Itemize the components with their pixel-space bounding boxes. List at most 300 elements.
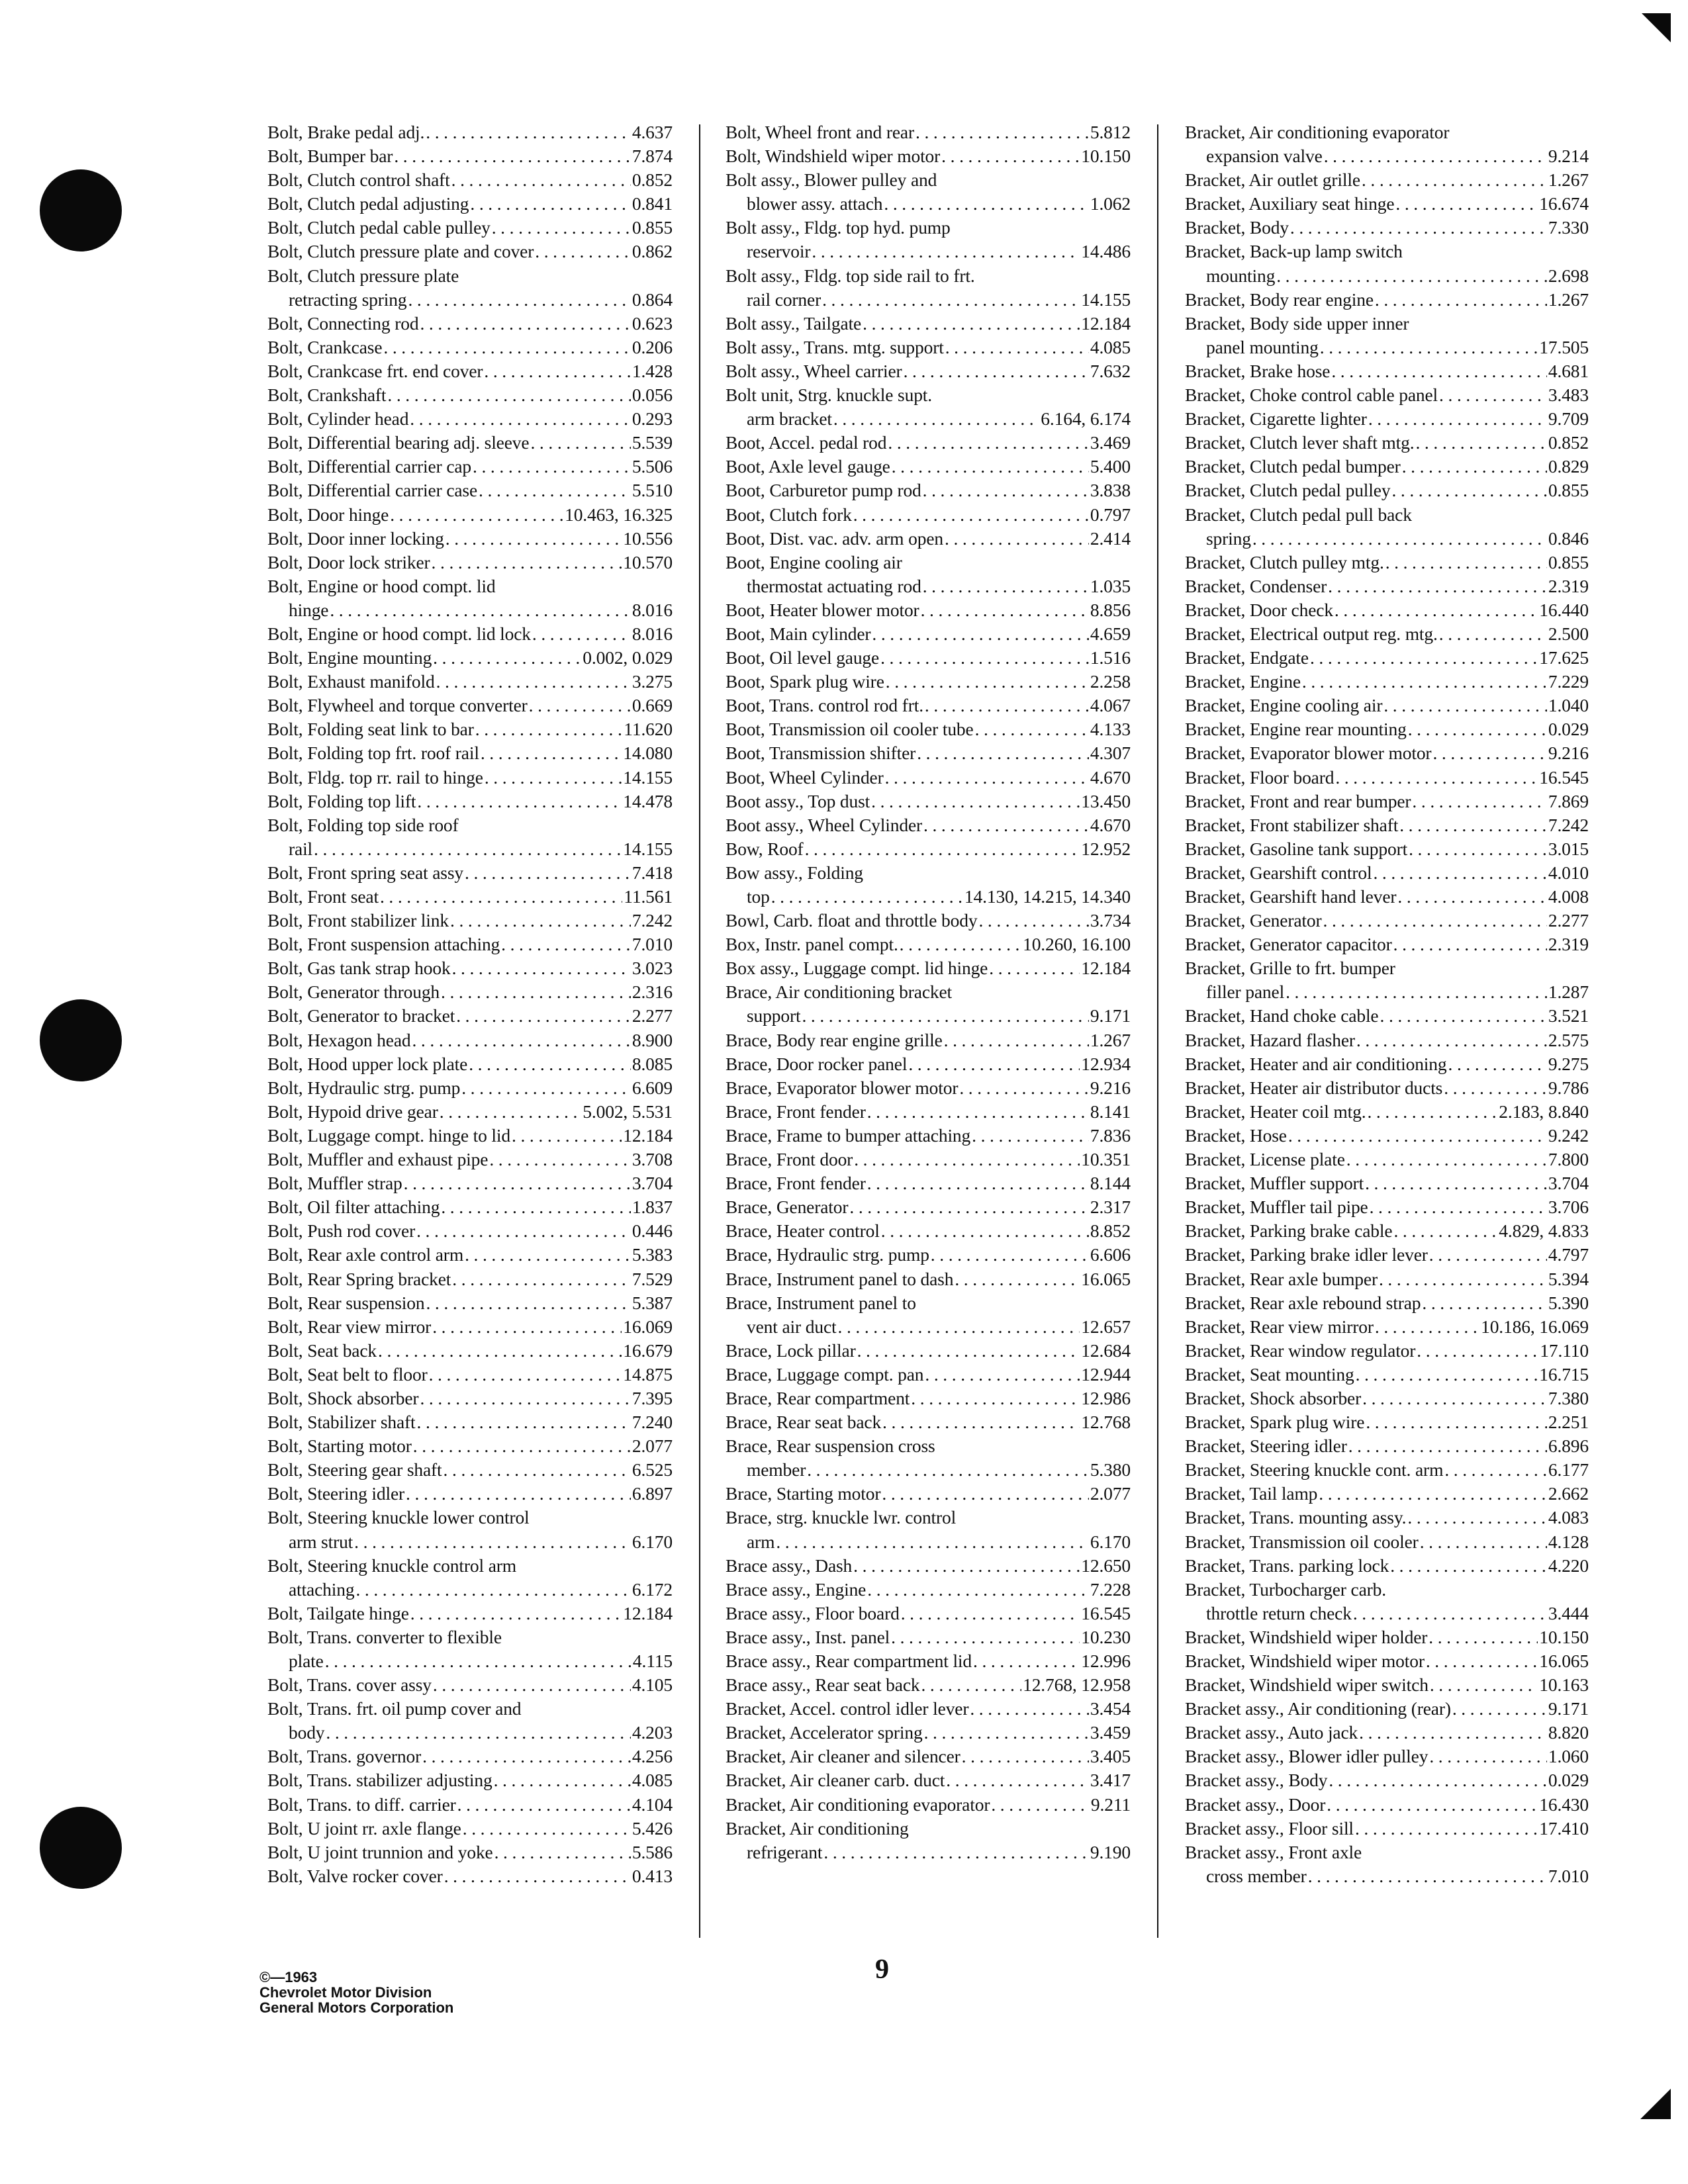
entry-row bbox=[726, 1482, 1131, 1506]
entry-row bbox=[267, 120, 673, 144]
index-entry bbox=[726, 1363, 1131, 1387]
entry-row bbox=[267, 1219, 673, 1243]
entry-row bbox=[267, 1721, 673, 1745]
entry-label: Bolt assy., Trans. mtg. support bbox=[726, 336, 944, 357]
dot-leader bbox=[1368, 407, 1547, 431]
index-entry bbox=[726, 1291, 1131, 1339]
entry-reference: 0.855 bbox=[1548, 551, 1589, 572]
dot-leader bbox=[882, 1410, 1080, 1434]
entry-row bbox=[1185, 1124, 1589, 1148]
entry-label: Bracket, Air conditioning evaporator bbox=[1185, 122, 1450, 142]
entry-label: Boot, Transmission oil cooler tube bbox=[726, 719, 974, 740]
dot-leader bbox=[494, 1768, 631, 1792]
entry-label: Bolt, Exhaust manifold bbox=[267, 671, 435, 692]
entry-reference: 4.085 bbox=[632, 1770, 673, 1791]
dot-leader bbox=[1288, 1124, 1547, 1148]
entry-reference: 1.040 bbox=[1548, 695, 1589, 716]
entry-reference: 16.065 bbox=[1081, 1268, 1131, 1289]
index-entry bbox=[726, 455, 1131, 478]
dot-leader bbox=[1375, 288, 1547, 312]
dot-leader bbox=[945, 336, 1089, 359]
entry-label: Bracket, Parking brake idler lever bbox=[1185, 1244, 1428, 1265]
entry-reference: 17.625 bbox=[1539, 647, 1589, 668]
dot-leader bbox=[481, 741, 622, 765]
entry-reference: 16.674 bbox=[1539, 193, 1589, 214]
dot-leader bbox=[326, 1721, 630, 1745]
entry-label: Boot, Transmission shifter bbox=[726, 743, 916, 764]
entry-row bbox=[267, 1745, 673, 1768]
dot-leader bbox=[461, 1076, 631, 1100]
index-entry bbox=[726, 1602, 1131, 1625]
index-entry bbox=[1185, 1052, 1589, 1076]
entry-label: Bolt assy., Wheel carrier bbox=[726, 360, 902, 381]
index-entry bbox=[726, 1387, 1131, 1410]
entry-row bbox=[1185, 527, 1589, 551]
entry-row bbox=[267, 1864, 673, 1888]
entry-row bbox=[726, 192, 1131, 216]
entry-reference: 12.657 bbox=[1081, 1316, 1131, 1337]
entry-row bbox=[1185, 1052, 1589, 1076]
entry-row bbox=[726, 1602, 1131, 1625]
entry-reference: 4.220 bbox=[1548, 1555, 1589, 1576]
index-entry bbox=[1185, 1410, 1589, 1434]
entry-row bbox=[726, 1673, 1131, 1697]
dot-leader bbox=[1417, 1339, 1538, 1363]
index-entry bbox=[267, 551, 673, 574]
entry-reference: 0.855 bbox=[1548, 480, 1589, 501]
entry-reference: 4.203 bbox=[632, 1722, 673, 1743]
entry-label: Bracket, Rear axle rebound strap bbox=[1185, 1292, 1421, 1313]
entry-label: Bolt, Clutch pedal cable pulley bbox=[267, 217, 491, 238]
index-entry bbox=[1185, 383, 1589, 407]
entry-row bbox=[726, 1148, 1131, 1171]
entry-reference: 10.163 bbox=[1539, 1674, 1589, 1696]
entry-row bbox=[267, 1028, 673, 1052]
entry-label: Bracket, License plate bbox=[1185, 1149, 1345, 1170]
entry-reference: 2.077 bbox=[1090, 1483, 1131, 1504]
index-entry bbox=[726, 790, 1131, 813]
index-entry bbox=[267, 264, 673, 312]
entry-row bbox=[267, 1148, 673, 1171]
entry-label: Bolt, Gas tank strap hook bbox=[267, 958, 451, 979]
entry-label: Bolt, Differential carrier case bbox=[267, 480, 478, 501]
dot-leader bbox=[867, 1100, 1089, 1124]
entry-row bbox=[267, 1052, 673, 1076]
index-entry bbox=[1185, 1721, 1589, 1745]
dot-leader bbox=[383, 336, 630, 359]
entry-label: Bolt, Engine or hood compt. lid lock bbox=[267, 623, 531, 644]
entry-label: Brace, Rear suspension cross bbox=[726, 1435, 935, 1457]
index-entry bbox=[726, 1076, 1131, 1100]
entry-row bbox=[1185, 980, 1589, 1004]
entry-label: Brace, Air conditioning bracket bbox=[726, 981, 953, 1003]
entry-reference: 0.852 bbox=[1548, 432, 1589, 453]
index-entry bbox=[726, 216, 1131, 263]
entry-label: Bracket, Grille to frt. bumper bbox=[1185, 958, 1395, 979]
entry-label: Bracket, Rear axle bumper bbox=[1185, 1268, 1378, 1289]
entry-row bbox=[726, 766, 1131, 790]
entry-row bbox=[726, 813, 1131, 837]
entry-label: Brace, Heater control bbox=[726, 1220, 880, 1242]
index-entry bbox=[726, 813, 1131, 837]
entry-row bbox=[726, 933, 1131, 956]
entry-label: Brace assy., Engine bbox=[726, 1578, 867, 1600]
entry-reference: 1.062 bbox=[1090, 193, 1131, 214]
entry-row bbox=[726, 1100, 1131, 1124]
entry-row bbox=[726, 359, 1131, 383]
entry-reference: 3.023 bbox=[632, 958, 673, 979]
dot-leader bbox=[944, 1028, 1089, 1052]
entry-label: Brace, Front fender bbox=[726, 1173, 866, 1194]
entry-label-continuation: mounting bbox=[1206, 265, 1276, 286]
dot-leader bbox=[1365, 1171, 1547, 1195]
entry-label: Bracket, Rear window regulator bbox=[1185, 1340, 1416, 1361]
entry-row bbox=[1185, 1219, 1589, 1243]
index-entry bbox=[267, 1841, 673, 1864]
index-entry bbox=[1185, 1339, 1589, 1363]
entry-label: Boot, Axle level gauge bbox=[726, 456, 890, 477]
entry-row bbox=[1185, 741, 1589, 765]
entry-label: Bracket, Rear view mirror bbox=[1185, 1316, 1374, 1337]
entry-label-continuation: panel mounting bbox=[1206, 336, 1319, 357]
dot-leader bbox=[972, 1124, 1089, 1148]
dot-leader bbox=[1362, 1387, 1547, 1410]
entry-reference: 0.841 bbox=[632, 193, 673, 214]
entry-reference: 3.483 bbox=[1548, 385, 1589, 406]
entry-label: Bolt, Muffler strap bbox=[267, 1173, 402, 1194]
dot-leader bbox=[451, 168, 631, 192]
dot-leader bbox=[1373, 861, 1546, 885]
entry-label: Boot, Accel. pedal rod bbox=[726, 432, 887, 453]
entry-reference: 8.856 bbox=[1090, 599, 1131, 620]
index-entry bbox=[726, 717, 1131, 741]
entry-row bbox=[267, 383, 673, 407]
entry-row bbox=[1185, 574, 1589, 598]
entry-row bbox=[726, 1028, 1131, 1052]
dot-leader bbox=[1366, 1410, 1547, 1434]
dot-leader bbox=[494, 1841, 631, 1864]
entry-reference: 14.155 bbox=[623, 766, 673, 788]
dot-leader bbox=[433, 646, 581, 670]
index-entry bbox=[726, 837, 1131, 861]
entry-reference: 10.351 bbox=[1081, 1149, 1131, 1170]
entry-label: Bolt, Trans. frt. oil pump cover and bbox=[267, 1698, 522, 1719]
index-entry bbox=[267, 1554, 673, 1602]
index-entry bbox=[267, 1124, 673, 1148]
entry-label: Bolt, Folding top frt. roof rail bbox=[267, 743, 479, 764]
entry-row bbox=[726, 1578, 1131, 1602]
entry-reference: 5.510 bbox=[632, 480, 673, 501]
entry-row bbox=[1185, 144, 1589, 168]
index-entry bbox=[726, 503, 1131, 527]
entry-row bbox=[1185, 1458, 1589, 1482]
dot-leader bbox=[314, 837, 622, 861]
entry-reference: 2.414 bbox=[1090, 527, 1131, 549]
entry-row bbox=[267, 1817, 673, 1841]
entry-label: Bolt, Door inner locking bbox=[267, 527, 444, 549]
entry-reference: 6.177 bbox=[1548, 1459, 1589, 1480]
dot-leader bbox=[452, 956, 631, 980]
dot-leader bbox=[921, 1673, 1021, 1697]
entry-row bbox=[726, 1076, 1131, 1100]
index-entry bbox=[267, 1673, 673, 1697]
dot-leader bbox=[805, 837, 1080, 861]
dot-leader bbox=[1276, 264, 1547, 288]
entry-reference: 8.900 bbox=[632, 1029, 673, 1050]
entry-label: Brace assy., Rear compartment lid bbox=[726, 1651, 972, 1671]
entry-reference: 0.864 bbox=[632, 289, 673, 310]
dot-leader bbox=[429, 1363, 622, 1387]
dot-leader bbox=[1409, 837, 1547, 861]
index-entry bbox=[1185, 1171, 1589, 1195]
entry-reference: 13.450 bbox=[1081, 790, 1131, 811]
dot-leader bbox=[1444, 1076, 1547, 1100]
entry-label: Bolt, Hexagon head bbox=[267, 1029, 411, 1050]
dot-leader bbox=[853, 503, 1089, 527]
entry-row bbox=[1185, 336, 1589, 359]
entry-reference: 4.681 bbox=[1548, 360, 1589, 381]
dot-leader bbox=[891, 1625, 1080, 1649]
entry-reference: 3.708 bbox=[632, 1149, 673, 1170]
entry-label: Brace assy., Dash bbox=[726, 1555, 853, 1576]
index-entry bbox=[1185, 1148, 1589, 1171]
index-entry bbox=[267, 407, 673, 431]
entry-label: Brace, Evaporator blower motor bbox=[726, 1077, 959, 1098]
entry-label: Brace, Luggage compt. pan bbox=[726, 1363, 924, 1385]
dot-leader bbox=[445, 527, 622, 551]
entry-row bbox=[267, 1243, 673, 1267]
dot-leader bbox=[452, 1267, 631, 1291]
entry-reference: 3.469 bbox=[1090, 432, 1131, 453]
entry-reference: 0.029 bbox=[1548, 719, 1589, 740]
entry-label-continuation: attaching bbox=[289, 1578, 355, 1600]
entry-reference: 4.105 bbox=[632, 1674, 673, 1696]
index-entry bbox=[726, 478, 1131, 502]
dot-leader bbox=[456, 1004, 631, 1028]
entry-label: Bolt, Steering knuckle lower control bbox=[267, 1507, 530, 1528]
dot-leader bbox=[450, 909, 631, 933]
dot-leader bbox=[465, 861, 631, 885]
entry-reference: 16.545 bbox=[1539, 766, 1589, 788]
entry-row bbox=[726, 503, 1131, 527]
index-entry bbox=[267, 1434, 673, 1458]
index-entry bbox=[726, 1171, 1131, 1195]
entry-label: Bracket, Body bbox=[1185, 217, 1289, 238]
entry-reference: 10.186, 16.069 bbox=[1481, 1316, 1589, 1337]
entry-label: Bracket, Endgate bbox=[1185, 647, 1309, 668]
index-entry bbox=[1185, 1434, 1589, 1458]
index-entry bbox=[267, 1195, 673, 1219]
dot-leader bbox=[420, 312, 630, 336]
entry-label: Bolt, Cylinder head bbox=[267, 408, 409, 430]
dot-leader bbox=[908, 1052, 1080, 1076]
dot-leader bbox=[838, 1315, 1080, 1339]
entry-reference: 3.838 bbox=[1090, 480, 1131, 501]
entry-row bbox=[267, 288, 673, 312]
dot-leader bbox=[941, 144, 1080, 168]
entry-row bbox=[726, 694, 1131, 717]
dot-leader bbox=[1323, 909, 1547, 933]
index-entry bbox=[726, 622, 1131, 646]
entry-reference: 4.085 bbox=[1090, 336, 1131, 357]
entry-reference: 2.698 bbox=[1548, 265, 1589, 286]
entry-label: Bolt, Clutch pressure plate and cover bbox=[267, 241, 534, 262]
index-entry bbox=[1185, 933, 1589, 956]
entry-row bbox=[1185, 1028, 1589, 1052]
entry-label: Bolt, Hood upper lock plate bbox=[267, 1053, 468, 1074]
entry-row bbox=[1185, 1721, 1589, 1745]
dot-leader bbox=[892, 455, 1089, 478]
index-entry bbox=[267, 383, 673, 407]
entry-label: Bracket assy., Body bbox=[1185, 1770, 1328, 1791]
entry-row bbox=[1185, 1100, 1589, 1124]
dot-leader bbox=[885, 766, 1089, 790]
entry-row bbox=[726, 1768, 1131, 1792]
entry-reference: 3.704 bbox=[632, 1173, 673, 1194]
entry-reference: 2.575 bbox=[1548, 1029, 1589, 1050]
entry-label: Bracket, Steering knuckle cont. arm bbox=[1185, 1459, 1444, 1480]
entry-reference: 8.085 bbox=[632, 1053, 673, 1074]
dot-leader bbox=[989, 956, 1080, 980]
entry-reference: 16.065 bbox=[1539, 1651, 1589, 1671]
entry-row bbox=[1185, 478, 1589, 502]
entry-label: Brace, Door rocker panel bbox=[726, 1053, 908, 1074]
index-entry bbox=[1185, 837, 1589, 861]
index-entry bbox=[1185, 551, 1589, 574]
index-entry bbox=[726, 741, 1131, 765]
entry-label: Bolt, Clutch pressure plate bbox=[267, 265, 459, 286]
entry-reference: 4.256 bbox=[632, 1746, 673, 1767]
index-entry bbox=[267, 1387, 673, 1410]
index-entry bbox=[726, 861, 1131, 909]
index-entry bbox=[1185, 813, 1589, 837]
dot-leader bbox=[1448, 1052, 1547, 1076]
entry-row bbox=[1185, 1410, 1589, 1434]
entry-label: Bracket assy., Door bbox=[1185, 1794, 1326, 1815]
dot-leader bbox=[1420, 1530, 1547, 1554]
entry-label: Bolt, Crankcase frt. end cover bbox=[267, 360, 483, 381]
dot-leader bbox=[410, 1602, 622, 1625]
dot-leader bbox=[1319, 1482, 1547, 1506]
index-entry bbox=[267, 741, 673, 765]
page-number: 9 bbox=[875, 1954, 889, 1985]
index-entry bbox=[726, 1148, 1131, 1171]
index-entry bbox=[726, 766, 1131, 790]
entry-label-continuation: rail bbox=[289, 838, 313, 859]
entry-row bbox=[726, 407, 1131, 431]
dot-leader bbox=[413, 1434, 631, 1458]
index-entry bbox=[267, 1052, 673, 1076]
entry-label: Bolt, Muffler and exhaust pipe bbox=[267, 1149, 489, 1170]
entry-label: Bracket, Windshield wiper switch bbox=[1185, 1674, 1429, 1696]
index-entry bbox=[1185, 574, 1589, 598]
entry-label: Bracket, Hose bbox=[1185, 1124, 1287, 1146]
entry-row bbox=[267, 503, 673, 527]
entry-reference: 6.170 bbox=[632, 1531, 673, 1552]
copyright: ©—1963 bbox=[259, 1969, 318, 1985]
dot-leader bbox=[1429, 1243, 1547, 1267]
dot-leader bbox=[441, 1195, 631, 1219]
entry-label: Boot, Oil level gauge bbox=[726, 647, 880, 668]
entry-label: Boot, Spark plug wire bbox=[726, 671, 884, 692]
index-entry bbox=[1185, 622, 1589, 646]
entry-row bbox=[267, 359, 673, 383]
index-entry bbox=[726, 1625, 1131, 1649]
entry-label: Bolt, Front spring seat assy bbox=[267, 862, 464, 883]
entry-row bbox=[267, 240, 673, 263]
entry-label: Bracket, Hand choke cable bbox=[1185, 1005, 1379, 1026]
entry-label: Bracket, Heater air distributor ducts bbox=[1185, 1077, 1443, 1098]
index-entry bbox=[726, 1721, 1131, 1745]
entry-reference: 6.172 bbox=[632, 1578, 673, 1600]
entry-label: Brace, Rear compartment bbox=[726, 1387, 910, 1408]
entry-row bbox=[267, 861, 673, 885]
entry-reference: 5.426 bbox=[632, 1817, 673, 1839]
dot-leader bbox=[812, 240, 1080, 263]
dot-leader bbox=[408, 288, 630, 312]
entry-label: Bracket, Clutch pedal pulley bbox=[1185, 480, 1391, 501]
entry-reference: 7.869 bbox=[1548, 790, 1589, 811]
entry-reference: 5.506 bbox=[632, 456, 673, 477]
entry-reference: 7.240 bbox=[632, 1412, 673, 1433]
entry-reference: 5.390 bbox=[1548, 1292, 1589, 1313]
dot-leader bbox=[1430, 1673, 1538, 1697]
column-divider bbox=[1157, 124, 1158, 1938]
entry-label: Bolt, Folding seat link to bar bbox=[267, 719, 474, 740]
dot-leader bbox=[880, 646, 1089, 670]
dot-leader bbox=[970, 1697, 1089, 1721]
index-entry bbox=[726, 431, 1131, 455]
index-entry bbox=[267, 168, 673, 192]
entry-row bbox=[267, 216, 673, 240]
entry-row bbox=[726, 956, 1131, 980]
index-entry bbox=[267, 312, 673, 336]
index-entry bbox=[267, 478, 673, 502]
dot-leader bbox=[1359, 1721, 1547, 1745]
entry-reference: 7.228 bbox=[1090, 1578, 1131, 1600]
dot-leader bbox=[807, 1458, 1089, 1482]
entry-label: Brace, Front door bbox=[726, 1149, 853, 1170]
dot-leader bbox=[1367, 1100, 1497, 1124]
dot-leader bbox=[1408, 717, 1547, 741]
dot-leader bbox=[1390, 1554, 1547, 1578]
dot-leader bbox=[1308, 1864, 1547, 1888]
entry-row bbox=[1185, 622, 1589, 646]
index-entry bbox=[726, 1578, 1131, 1602]
dot-leader bbox=[406, 1482, 631, 1506]
entry-reference: 9.216 bbox=[1548, 743, 1589, 764]
dot-leader bbox=[1348, 1434, 1547, 1458]
index-entry bbox=[726, 933, 1131, 956]
entry-label: Brace assy., Rear seat back bbox=[726, 1674, 920, 1696]
entry-label: Bracket, Clutch pedal pull back bbox=[1185, 504, 1412, 525]
entry-reference: 7.330 bbox=[1548, 217, 1589, 238]
dot-leader bbox=[1356, 1028, 1547, 1052]
index-entry bbox=[1185, 1578, 1589, 1625]
entry-row bbox=[726, 885, 1131, 909]
index-entry bbox=[726, 980, 1131, 1028]
entry-label: Bracket, Clutch lever shaft mtg. bbox=[1185, 432, 1415, 453]
entry-label: Brace assy., Inst. panel bbox=[726, 1626, 890, 1647]
entry-label: Bracket, Tail lamp bbox=[1185, 1483, 1318, 1504]
entry-row bbox=[1185, 1148, 1589, 1171]
entry-reference: 4.797 bbox=[1548, 1244, 1589, 1265]
entry-reference: 2.277 bbox=[1548, 910, 1589, 931]
entry-label: Bracket assy., Auto jack bbox=[1185, 1722, 1358, 1743]
dot-leader bbox=[432, 1315, 622, 1339]
entry-label: Bracket, Front stabilizer shaft bbox=[1185, 814, 1399, 835]
index-entry bbox=[726, 144, 1131, 168]
